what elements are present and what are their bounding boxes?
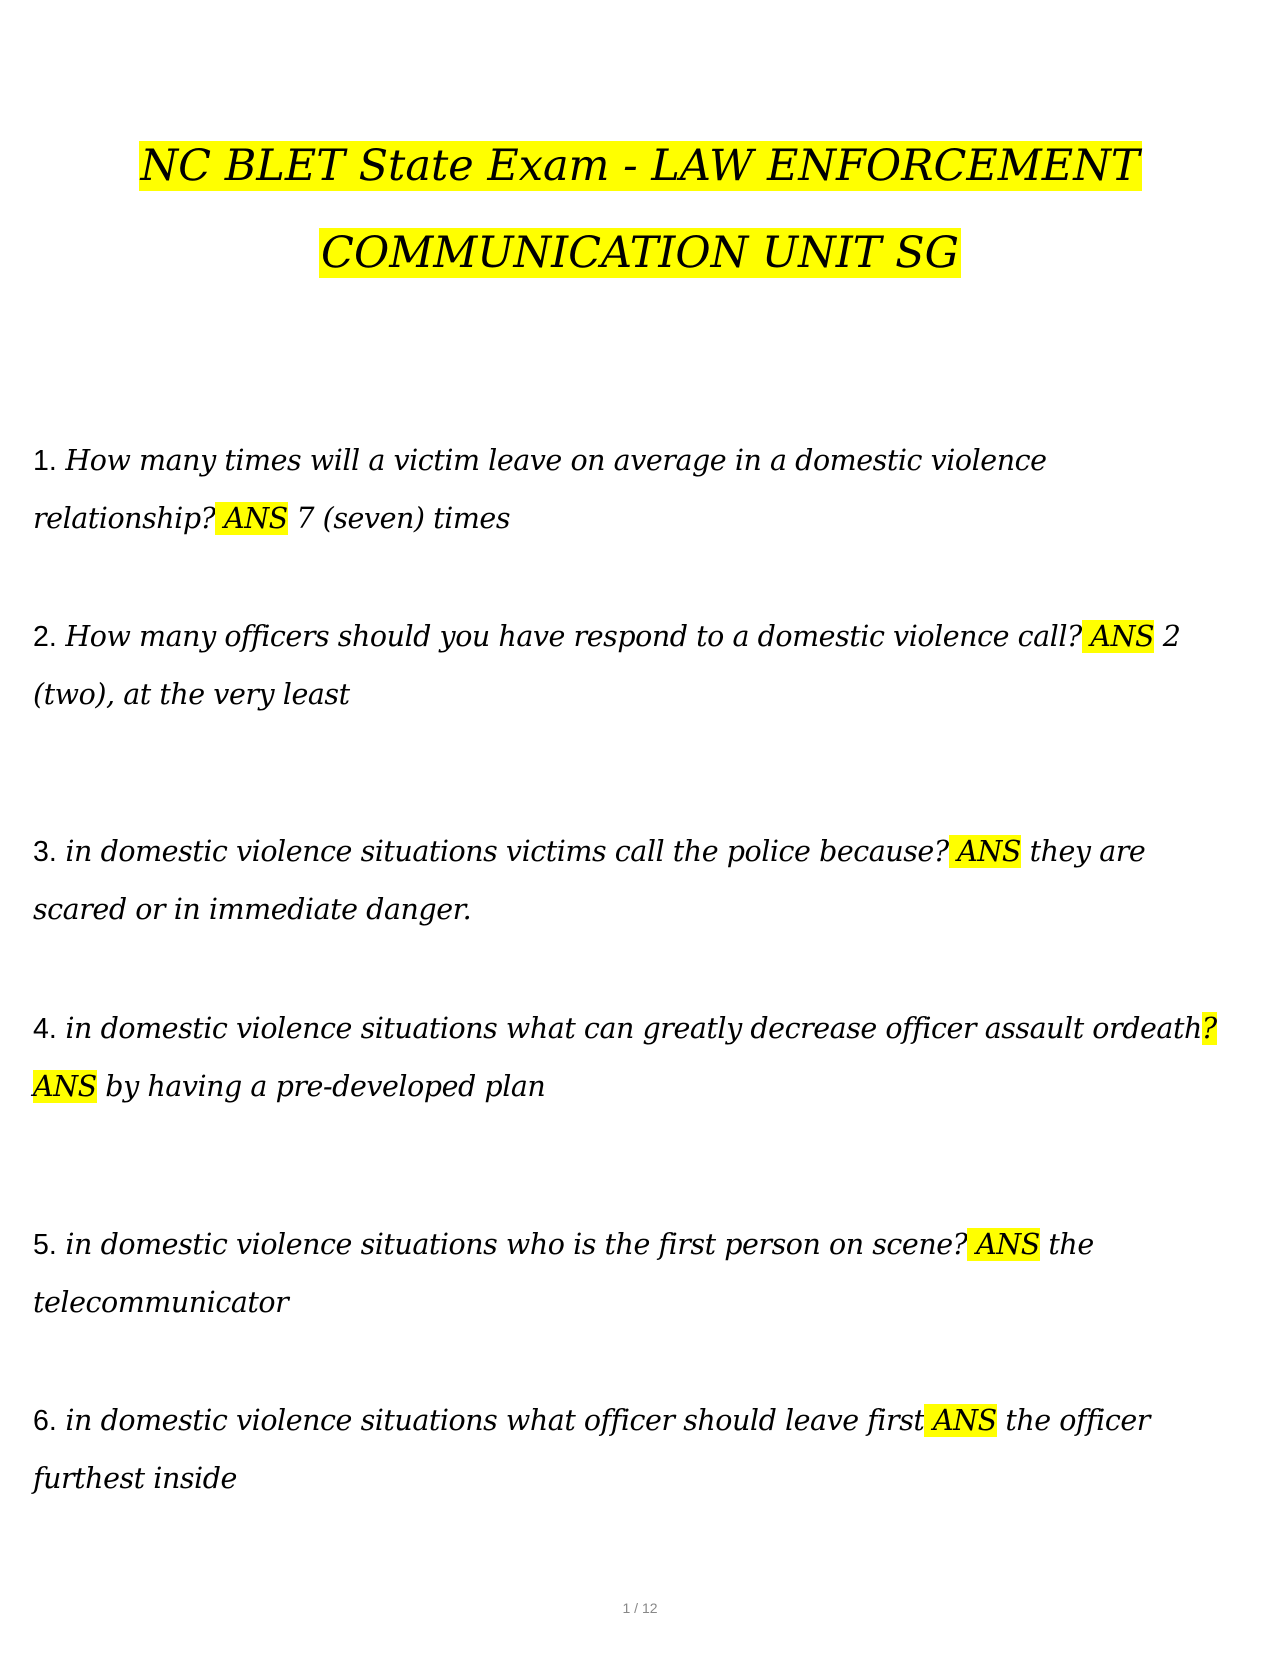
document-title-line-2 xyxy=(0,225,1280,281)
answer-text: telecommunicator xyxy=(33,1286,289,1319)
answer-text: the xyxy=(1039,1228,1094,1261)
question-number: 3. xyxy=(33,836,57,868)
answer-marker: ANS xyxy=(948,835,1021,868)
title-highlight: NC BLET State Exam - LAW ENFORCEMENT xyxy=(140,141,1140,191)
question-6 xyxy=(33,1392,1233,1508)
question-line xyxy=(33,1216,1233,1274)
question-number: 6. xyxy=(33,1405,57,1437)
question-text: in domestic violence situations who is the first person on scene? xyxy=(56,1228,968,1261)
answer-text: scared or in immediate danger. xyxy=(33,893,472,926)
question-text: in domestic violence situations what officer should leave first xyxy=(56,1404,925,1437)
question-5 xyxy=(33,1216,1233,1332)
question-line xyxy=(33,490,1233,548)
question-line xyxy=(33,1058,1233,1116)
question-line xyxy=(33,1274,1233,1332)
question-number: 2. xyxy=(33,621,57,653)
question-2 xyxy=(33,608,1233,724)
answer-text: (two), at the very least xyxy=(33,678,350,711)
question-line xyxy=(33,823,1233,881)
question-line xyxy=(33,1392,1233,1450)
answer-marker: ANS xyxy=(924,1404,997,1437)
answer-text: the officer xyxy=(996,1404,1150,1437)
page-indicator: 1 / 12 xyxy=(622,1600,658,1616)
question-text: How many officers should you have respond to a domestic violence call? xyxy=(56,620,1082,653)
question-text: in domestic violence situations what can greatly decrease officer assault ordeath xyxy=(56,1012,1202,1045)
question-1 xyxy=(33,432,1233,548)
question-line xyxy=(33,1000,1233,1058)
question-text: How many times will a victim leave on average in a domestic violence xyxy=(56,444,1047,477)
title-highlight: COMMUNICATION UNIT SG xyxy=(321,228,959,278)
question-number: 4. xyxy=(33,1013,57,1045)
answer-text: furthest inside xyxy=(33,1462,237,1495)
question-mark-highlight: ? xyxy=(1201,1012,1217,1045)
question-number: 5. xyxy=(33,1229,57,1261)
document-title-line-1 xyxy=(0,138,1280,194)
answer-marker: ANS xyxy=(1081,620,1155,653)
question-line xyxy=(33,608,1233,666)
answer-text: by having a pre-developed plan xyxy=(96,1070,546,1103)
question-line xyxy=(33,881,1233,939)
question-text: in domestic violence situations victims call the police because? xyxy=(56,835,949,868)
question-line xyxy=(33,432,1233,490)
answer-marker: ANS xyxy=(215,502,288,535)
answer-marker: ANS xyxy=(967,1228,1040,1261)
answer-marker: ANS xyxy=(33,1070,97,1103)
answer-text: 2 xyxy=(1154,620,1181,653)
question-line xyxy=(33,666,1233,724)
answer-text: 7 (seven) times xyxy=(287,502,511,535)
question-line xyxy=(33,1450,1233,1508)
question-text: relationship? xyxy=(33,502,216,535)
question-3 xyxy=(33,823,1233,939)
question-number: 1. xyxy=(33,445,57,477)
answer-text: they are xyxy=(1021,835,1146,868)
question-4 xyxy=(33,1000,1233,1116)
